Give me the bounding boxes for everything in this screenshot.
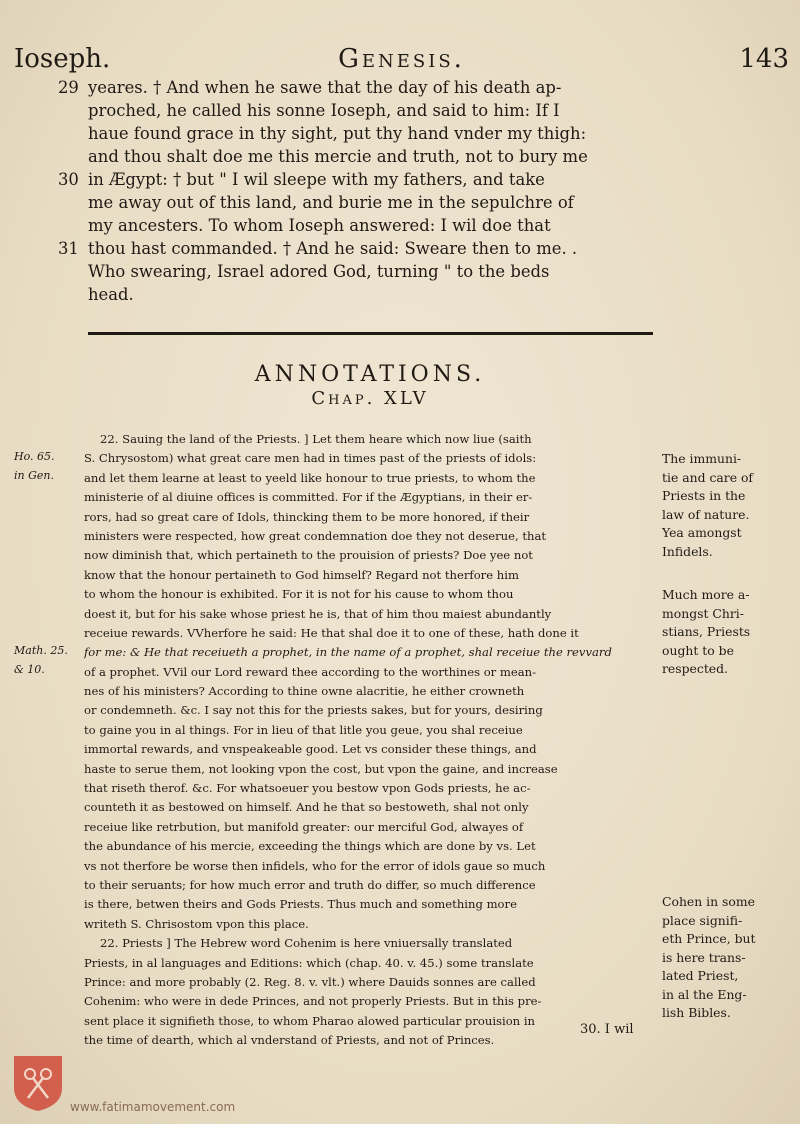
margin-note-immunitie bbox=[662, 450, 792, 561]
body-line: rors, had so great care of Idols, thincking them to be more honored, if their bbox=[84, 509, 530, 524]
margin-note-line: Infidels. bbox=[662, 543, 713, 559]
verse-text: Who swearing, Israel adored God, turning " to the beds bbox=[88, 262, 550, 281]
body-line: ministerie of al diuine offices is committed. For if the Ægyptians, in their er- bbox=[84, 490, 533, 505]
body-line: haste to serue them, not looking vpon the cost, but vpon the gaine, and increase bbox=[84, 761, 558, 776]
margin-note-line: mongst Chri- bbox=[662, 605, 744, 621]
verse-line bbox=[88, 145, 653, 168]
margin-reference: Math. 25. bbox=[14, 644, 68, 657]
verse-text: proched, he called his sonne Ioseph, and said to him: If I bbox=[88, 101, 560, 120]
margin-note-line: Priests in the bbox=[662, 488, 746, 503]
chapter-heading: Chap. XLV bbox=[311, 388, 429, 409]
verse-text: me away out of this land, and burie me in the sepulchre of bbox=[88, 193, 574, 212]
body-line: receiue rewards. VVherfore he said: He that shal doe it to one of these, hath done it bbox=[84, 625, 579, 640]
verse-line bbox=[58, 237, 653, 260]
margin-note-cohen bbox=[662, 893, 792, 1023]
margin-note-line: The immuni- bbox=[662, 451, 742, 466]
body-line: S. Chrysostom) what great care men had in times past of the priests of idols: bbox=[84, 451, 537, 466]
verse-text: in Ægypt: † but " I wil sleepe with my fathers, and take bbox=[88, 170, 545, 189]
margin-note-line: Much more a- bbox=[662, 587, 750, 602]
body-line: that riseth therof. &c. For whatsoeuer you bestow vpon Gods priests, he ac- bbox=[84, 781, 531, 796]
body-line: to their seruants; for how much error and truth do differ, so much difference bbox=[84, 877, 536, 892]
body-line: Priests, in al languages and Editions: which (chap. 40. v. 45.) some translate bbox=[84, 955, 534, 970]
margin-note-line: tie and care of bbox=[662, 469, 754, 485]
body-line: 22. Priests ] The Hebrew word Cohenim is here vniuersally translated bbox=[100, 936, 513, 951]
body-line: vs not therfore be worse then infidels, who for the error of idols gaue so much bbox=[84, 858, 546, 873]
body-line: immortal rewards, and vnspeakeable good. Let vs consider these things, and bbox=[84, 742, 537, 757]
body-line: counteth it as bestowed on himself. And he that so bestoweth, shal not only bbox=[84, 800, 529, 815]
running-header bbox=[14, 44, 789, 78]
margin-reference: & 10. bbox=[14, 663, 45, 676]
body-line: to gaine you in al things. For in lieu of that litle you geue, you shal receiue bbox=[84, 722, 523, 737]
body-line: know that the honour pertaineth to God himself? Regard not therfore him bbox=[84, 567, 519, 582]
verse-number: 31 bbox=[58, 239, 79, 258]
margin-note-line: lish Bibles. bbox=[662, 1005, 731, 1020]
body-line: is there, betwen theirs and Gods Priests. Thus much and something more bbox=[84, 897, 517, 912]
verse-line bbox=[58, 76, 653, 99]
margin-note-line: eth Prince, but bbox=[662, 931, 756, 946]
verse-line bbox=[88, 191, 653, 214]
body-line: for me: & He that receiueth a prophet, in the name of a prophet, shal receiue the revvard bbox=[84, 645, 612, 660]
body-line: the time of dearth, which al vnderstand of Priests, and not of Princes. bbox=[84, 1033, 495, 1048]
verse-text: thou hast commanded. † And he said: Sweare then to me. . bbox=[88, 239, 578, 258]
margin-note-line: is here trans- bbox=[662, 949, 746, 965]
verse-text: haue found grace in thy sight, put thy hand vnder my thigh: bbox=[88, 124, 587, 143]
margin-note-line: ought to be bbox=[662, 642, 734, 658]
verse-line bbox=[88, 99, 653, 122]
verse-line bbox=[88, 283, 653, 306]
body-line: of a prophet. VVil our Lord reward thee according to the worthines or mean- bbox=[84, 664, 537, 679]
body-line: ministers were respected, how great condemnation doe they not deserue, that bbox=[84, 528, 547, 543]
body-line: nes of his ministers? According to thine owne alacritie, he either crowneth bbox=[84, 684, 525, 699]
margin-reference: in Gen. bbox=[14, 469, 54, 482]
body-line: 22. Sauing the land of the Priests. ] Let them heare which now liue (saith bbox=[100, 432, 532, 446]
body-line: or condemneth. &c. I say not this for the priests sakes, but for yours, desiring bbox=[84, 703, 543, 718]
body-line: now diminish that, which pertaineth to the prouision of priests? Doe yee not bbox=[84, 548, 533, 563]
header-center: Genesis. bbox=[338, 44, 465, 74]
papal-keys-logo-icon bbox=[12, 1054, 64, 1112]
verse-block bbox=[58, 76, 653, 306]
margin-note-line: Yea amongst bbox=[662, 525, 742, 540]
margin-note-line: place signifi- bbox=[662, 912, 743, 928]
margin-note-christians bbox=[662, 586, 792, 679]
verse-line bbox=[88, 260, 653, 283]
body-line: receiue like retrbution, but manifold greater: our merciful God, alwayes of bbox=[84, 819, 524, 834]
annotations-title: ANNOTATIONS. bbox=[254, 362, 486, 387]
annotation-body bbox=[84, 430, 656, 1051]
margin-note-line: respected. bbox=[662, 661, 729, 676]
body-line: Cohenim: who were in dede Princes, and not properly Priests. But in this pre- bbox=[84, 994, 542, 1009]
body-line: the abundance of his mercie, exceeding the things which are done by vs. Let bbox=[84, 839, 536, 854]
verse-number: 30 bbox=[58, 170, 79, 189]
verse-text: my ancesters. To whom Ioseph answered: I wil doe that bbox=[88, 216, 551, 235]
body-line: doest it, but for his sake whose priest he is, that of him thou maiest abundantly bbox=[84, 606, 552, 621]
body-line: writeth S. Chrisostom vpon this place. bbox=[84, 916, 309, 931]
verse-text: head. bbox=[88, 285, 134, 304]
section-divider bbox=[88, 332, 653, 335]
margin-note-line: Cohen in some bbox=[662, 894, 755, 909]
footer-url[interactable]: www.fatimamovement.com bbox=[70, 1100, 236, 1114]
verse-text: yeares. † And when he sawe that the day of his death ap- bbox=[88, 78, 562, 97]
margin-note-line: lated Priest, bbox=[662, 968, 739, 983]
verse-number: 29 bbox=[58, 78, 79, 97]
margin-reference: Ho. 65. bbox=[14, 450, 55, 463]
body-line: Prince: and more probably (2. Reg. 8. v. vlt.) where Dauids sonnes are called bbox=[84, 974, 536, 989]
margin-note-line: in al the Eng- bbox=[662, 986, 747, 1002]
header-left: Ioseph. bbox=[14, 44, 111, 74]
margin-note-line: law of nature. bbox=[662, 506, 750, 522]
catchword: 30. I wil bbox=[580, 1022, 634, 1037]
body-line: to whom the honour is exhibited. For it is not for his cause to whom thou bbox=[84, 587, 514, 602]
verse-line bbox=[88, 214, 653, 237]
body-line: and let them learne at least to yeeld like honour to true priests, to whom the bbox=[84, 470, 536, 485]
verse-line bbox=[58, 168, 653, 191]
page-number: 143 bbox=[739, 44, 789, 74]
verse-line bbox=[88, 122, 653, 145]
verse-text: and thou shalt doe me this mercie and truth, not to bury me bbox=[88, 147, 588, 166]
margin-note-line: stians, Priests bbox=[662, 624, 751, 639]
body-line: sent place it signifieth those, to whom Pharao alowed particular prouision in bbox=[84, 1013, 536, 1028]
